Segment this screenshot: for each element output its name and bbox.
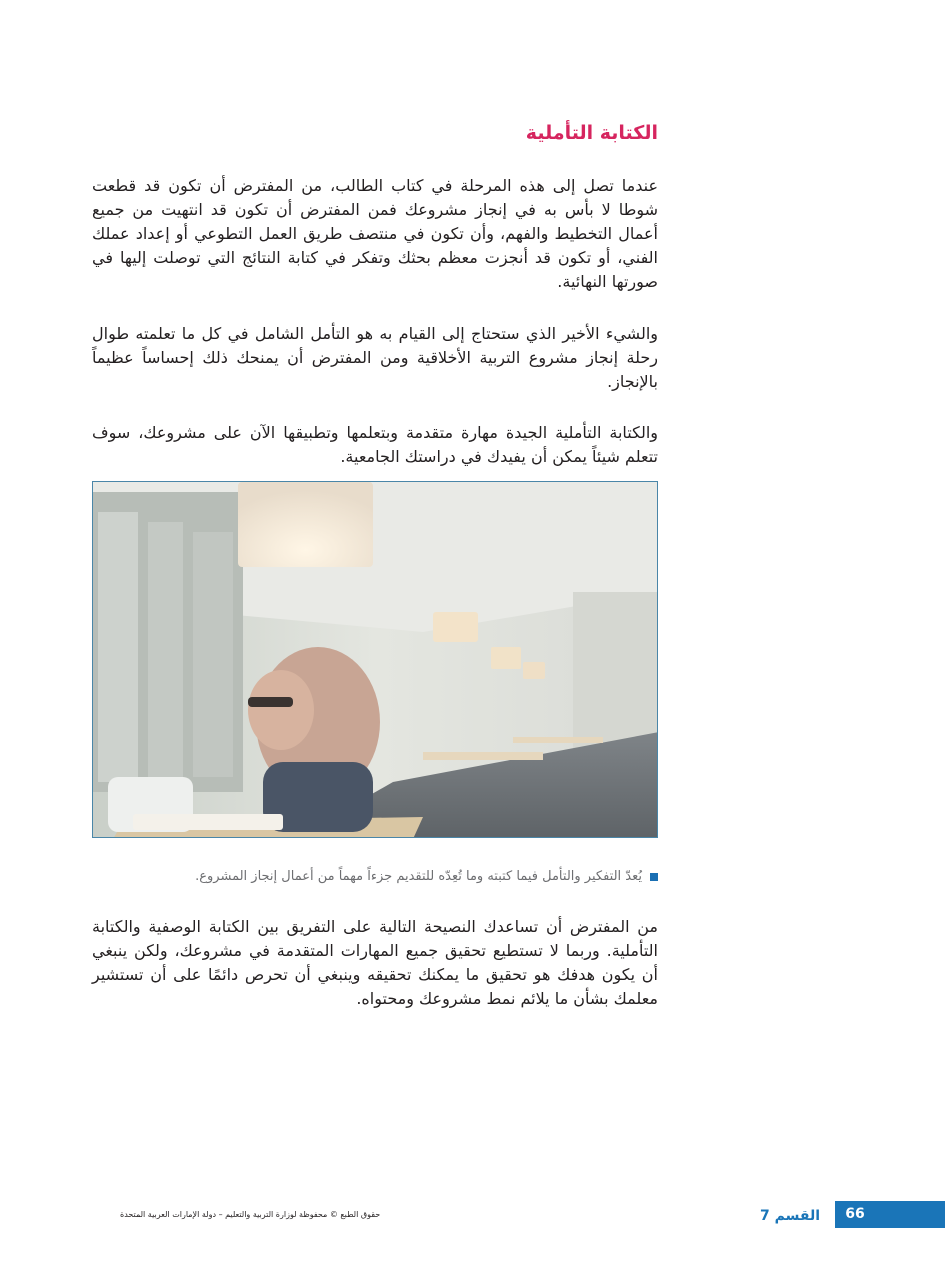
section-label: القسم 7 bbox=[760, 1208, 820, 1224]
paragraph-reflective-skill: والكتابة التأملية الجيدة مهارة متقدمة وبتعلمها وتطبيقها الآن على مشروعك، سوف تتعلم شيئاً يمكن أن يفيدك في دراستك الجامعية. bbox=[92, 423, 658, 466]
caption-bullet-icon bbox=[650, 873, 658, 881]
library-student-photo bbox=[92, 481, 658, 838]
caption-text: يُعدّ التفكير والتأمل فيما كتبته وما تُعِدّه للتقديم جزءاً مهماً من أعمال إنجاز المشروع. bbox=[195, 869, 642, 884]
page-number: 66 bbox=[845, 1206, 865, 1222]
copyright-notice: حقوق الطبع © محفوظة لوزارة التربية والتعليم – دولة الإمارات العربية المتحدة bbox=[120, 1210, 381, 1219]
photo-caption bbox=[92, 869, 658, 884]
paragraph-intro: عندما تصل إلى هذه المرحلة في كتاب الطالب، من المفترض أن تكون قد قطعت شوطا لا بأس به في إنجاز مشروعك فمن المفترض أن تكون قد انتهيت من جميع أعمال التخطيط والفهم، وأن تكون في منتصف طريق العمل التطوعي أو إعداد عملك الفني، أو تكون قد أنجزت معظم بحثك وتفكر في كتابة النتائج التي توصلت إليها في صورتها النهائية. bbox=[92, 176, 658, 291]
paragraph-final-reflection: والشيء الأخير الذي ستحتاج إلى القيام به هو التأمل الشامل في كل ما تعلمته طوال رحلة إنجاز مشروع التربية الأخلاقية ومن المفترض أن يمنحك ذلك إحساساً عظيماً بالإنجاز. bbox=[92, 324, 658, 391]
section-heading: الكتابة التأملية bbox=[525, 122, 658, 144]
paragraph-advice: من المفترض أن تساعدك النصيحة التالية على التفريق بين الكتابة الوصفية والكتابة التأملية. وربما لا تستطيع تحقيق جميع المهارات المتقدمة في مشروعك، ولكن ينبغي أن يكون هدفك هو تحقيق ما يمكنك تحقيقه وينبغي أن تحرص دائمًا على أن تستشير معلمك بشأن ما يلائم نمط مشروعك ومحتواه. bbox=[92, 917, 658, 1008]
